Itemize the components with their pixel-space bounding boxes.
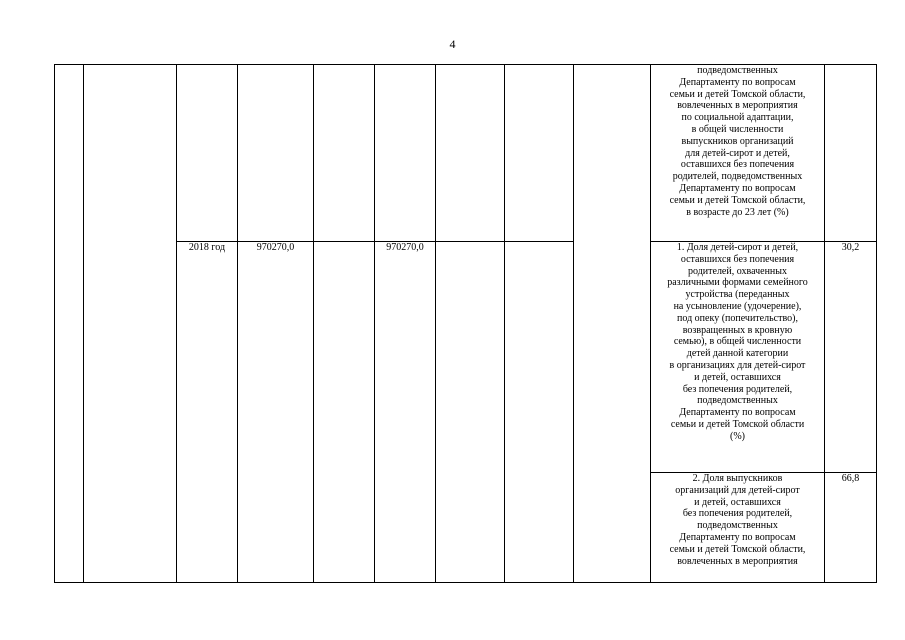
indicator-line: на усыновление (удочерение), (673, 300, 802, 312)
indicator-line: родителей, охваченных (687, 265, 787, 277)
cell-indicator-value: 30,2 (825, 242, 877, 473)
cell-indicator (651, 242, 825, 473)
program-table (54, 64, 877, 583)
table-row (55, 242, 877, 473)
indicator-line: под опеку (попечительство), (677, 312, 798, 324)
indicator-line: детей данной категории (686, 348, 789, 360)
cell-federal (314, 242, 375, 583)
indicator-line: и детей, оставшихся (694, 496, 781, 508)
indicator-line: вовлеченных в мероприятия (677, 555, 798, 567)
indicator-line: подведомственных (697, 520, 778, 532)
cell-regional: 970270,0 (375, 242, 436, 583)
cell-executor (574, 65, 651, 583)
indicator-line: по социальной адаптации, (681, 112, 794, 124)
cell-total: 970270,0 (238, 242, 314, 583)
indicator-line: Департаменту по вопросам (679, 531, 796, 543)
cell-indicator-value (825, 65, 877, 242)
indicator-line: в возрасте до 23 лет (%) (686, 206, 789, 218)
indicator-line: Департаменту по вопросам (679, 182, 796, 194)
indicator-line: подведомственных (697, 65, 778, 76)
cell-indicator-value: 66,8 (825, 473, 877, 583)
indicator-line: в организациях для детей-сирот (669, 359, 806, 371)
indicator-line: семьи и детей Томской области, (669, 543, 806, 555)
cell-year: 2018 год (177, 242, 238, 583)
table-row (55, 65, 877, 242)
indicator-line: вовлеченных в мероприятия (677, 100, 798, 112)
indicator-line: оставшихся без попечения (680, 159, 795, 171)
indicator-line: 1. Доля детей-сирот и детей, (676, 242, 799, 253)
indicator-line: различными формами семейного (667, 277, 808, 289)
indicator-line: и детей, оставшихся (694, 371, 781, 383)
indicator-line: семью), в общей численности (673, 336, 802, 348)
indicator-line: (%) (730, 430, 745, 442)
indicator-line: возвращенных в кровную (682, 324, 793, 336)
indicator-line: подведомственных (697, 395, 778, 407)
indicator-line: Департаменту по вопросам (679, 407, 796, 419)
indicator-line: Департаменту по вопросам (679, 76, 796, 88)
cell-indicator (651, 473, 825, 583)
cell-local (436, 65, 505, 242)
indicator-line: оставшихся без попечения (680, 253, 795, 265)
indicator-line: для детей-сирот и детей, (685, 147, 790, 159)
indicator-line: без попечения родителей, (682, 508, 793, 520)
cell-indicator (651, 65, 825, 242)
indicator-line: организаций для детей-сирот (675, 484, 800, 496)
cell-number (55, 65, 84, 583)
indicator-line: родителей, подведомственных (672, 171, 803, 183)
cell-regional (375, 65, 436, 242)
cell-local (436, 242, 505, 583)
indicator-line: в общей численности (691, 123, 784, 135)
indicator-line: 2. Доля выпускников (692, 473, 783, 484)
cell-other (505, 242, 574, 583)
cell-federal (314, 65, 375, 242)
indicator-line: семьи и детей Томской области (670, 418, 805, 430)
cell-total (238, 65, 314, 242)
indicator-line: без попечения родителей, (682, 383, 793, 395)
indicator-line: семьи и детей Томской области, (669, 88, 806, 100)
indicator-line: устройства (переданных (685, 289, 790, 301)
indicator-line: семьи и детей Томской области, (669, 194, 806, 206)
cell-other (505, 65, 574, 242)
indicator-line: выпускников организаций (681, 135, 794, 147)
page-number: 4 (449, 37, 456, 51)
cell-task (84, 65, 177, 583)
cell-year (177, 65, 238, 242)
